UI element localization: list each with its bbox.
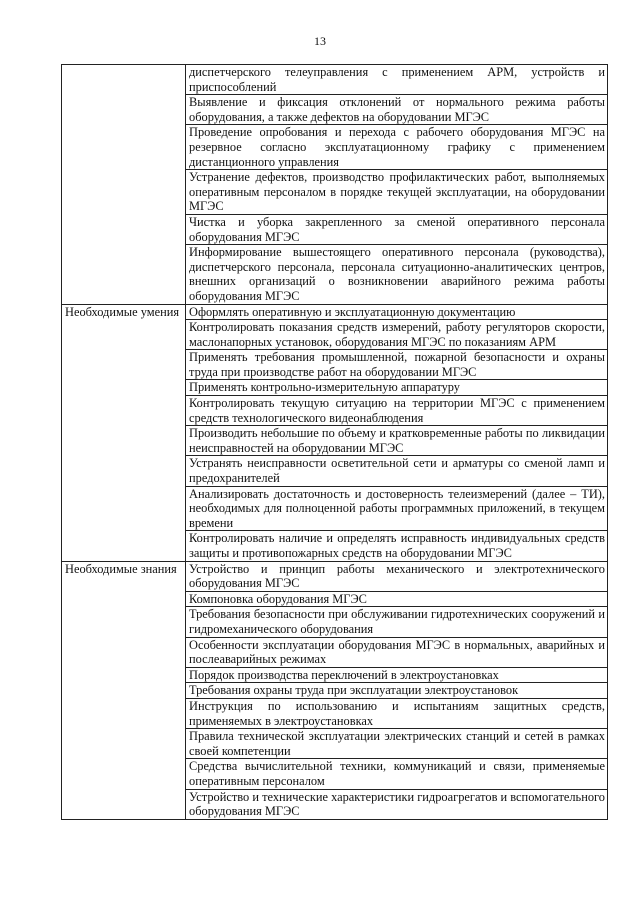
table-row — [62, 561, 608, 591]
table-cell-item: Анализировать достаточность и достоверность телеизмерений (далее – ТИ), необходимых для полноценной работы программных приложений, в текущем времени — [186, 486, 608, 531]
table-cell-item: Требования безопасности при обслуживании гидротехнических сооружений и гидромеханического оборудования — [186, 607, 608, 637]
table-cell-item: Устройство и технические характеристики гидроагрегатов и вспомогательного оборудования МГЭС — [186, 789, 608, 819]
row-group-label — [62, 65, 186, 305]
table-row — [62, 65, 608, 95]
table-cell-item: Устранять неисправности осветительной сети и арматуры со сменой ламп и предохранителей — [186, 456, 608, 486]
row-group-label — [62, 561, 186, 819]
table-cell-item: Контролировать наличие и определять исправность индивидуальных средств защиты и противопожарных средств на оборудовании МГЭС — [186, 531, 608, 561]
table-cell-item: Контролировать показания средств измерений, работу регуляторов скорости, маслонапорных установок, оборудования МГЭС по показаниям АРМ — [186, 320, 608, 350]
row-group-label-text: Необходимые знания — [65, 561, 177, 576]
table-cell-item: Применять контрольно-измерительную аппаратуру — [186, 380, 608, 396]
row-group-label-text: Необходимые умения — [65, 304, 180, 319]
table-cell-item: Требования охраны труда при эксплуатации электроустановок — [186, 683, 608, 699]
table-cell-item: Устранение дефектов, производство профилактических работ, выполняемых оперативным персоналом в порядке текущей эксплуатации, на оборудовании МГЭС — [186, 170, 608, 215]
table-row — [62, 304, 608, 320]
table-cell-item: диспетчерского телеуправления с применением АРМ, устройств и приспособлений — [186, 65, 608, 95]
table-cell-item: Средства вычислительной техники, коммуникаций и связи, применяемые оперативным персоналом — [186, 759, 608, 789]
table-cell-item: Применять требования промышленной, пожарной безопасности и охраны труда при производстве работ на оборудовании МГЭС — [186, 350, 608, 380]
table-cell-item: Правила технической эксплуатации электрических станций и сетей в рамках своей компетенции — [186, 729, 608, 759]
competency-table-body — [62, 65, 608, 820]
table-cell-item: Инструкция по использованию и испытаниям защитных средств, применяемых в электроустановках — [186, 698, 608, 728]
table-cell-item: Порядок производства переключений в электроустановках — [186, 667, 608, 683]
row-group-label — [62, 304, 186, 561]
table-cell-item: Информирование вышестоящего оперативного персонала (руководства), диспетчерского персонала, персонала ситуационно-аналитических центров, внешних организаций о возникновении аварийного режима работы оборудования МГЭС — [186, 245, 608, 304]
table-cell-item: Проведение опробования и перехода с рабочего оборудования МГЭС на резервное согласно эксплуатационному графику с применением дистанционного управления — [186, 125, 608, 170]
page-number: 13 — [314, 34, 326, 48]
table-cell-item: Выявление и фиксация отклонений от нормального режима работы оборудования, а также дефектов на оборудовании МГЭС — [186, 95, 608, 125]
table-cell-item: Оформлять оперативную и эксплуатационную документацию — [186, 304, 608, 320]
table-cell-item: Устройство и принцип работы механического и электротехнического оборудования МГЭС — [186, 561, 608, 591]
table-cell-item: Производить небольшие по объему и кратковременные работы по ликвидации неисправностей на оборудовании МГЭС — [186, 426, 608, 456]
table-cell-item: Особенности эксплуатации оборудования МГЭС в нормальных, аварийных и послеаварийных режимах — [186, 637, 608, 667]
table-cell-item: Компоновка оборудования МГЭС — [186, 591, 608, 607]
competency-table — [61, 64, 608, 820]
table-cell-item: Контролировать текущую ситуацию на территории МГЭС с применением средств технологического видеонаблюдения — [186, 396, 608, 426]
table-cell-item: Чистка и уборка закрепленного за сменой оперативного персонала оборудования МГЭС — [186, 214, 608, 244]
